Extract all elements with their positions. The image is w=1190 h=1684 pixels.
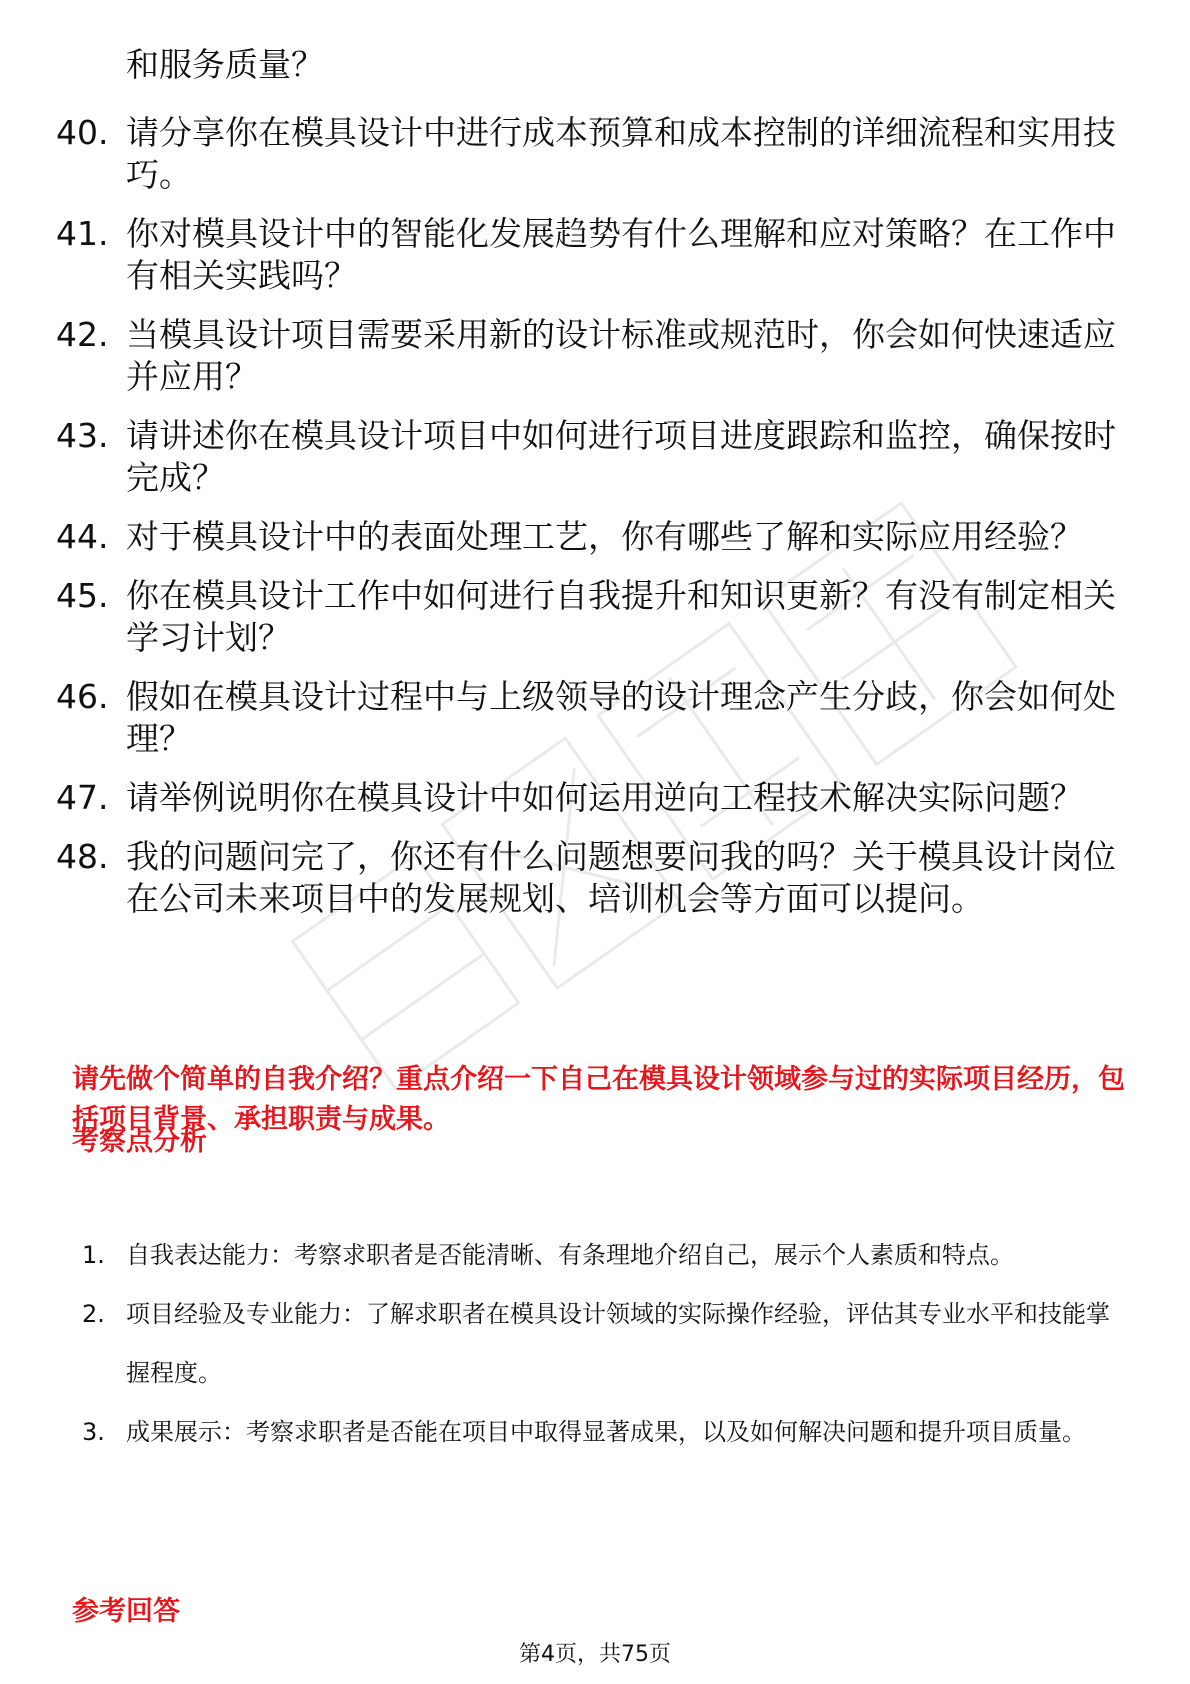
question-text: 假如在模具设计过程中与上级领导的设计理念产生分歧，你会如何处理？ [126,677,1116,758]
question-number: 42. [56,315,109,354]
analysis-list [82,1226,1112,1462]
question-text: 当模具设计项目需要采用新的设计标准或规范时，你会如何快速适应并应用？ [126,315,1116,396]
analysis-text: 成果展示：考察求职者是否能在项目中取得显著成果，以及如何解决问题和提升项目质量。 [126,1418,1086,1446]
highlight-question: 请先做个简单的自我介绍？重点介绍一下自己在模具设计领域参与过的实际项目经历，包括项目背景、承担职责与成果。 [72,1064,1125,1135]
question-text: 你对模具设计中的智能化发展趋势有什么理解和应对策略？在工作中有相关实践吗？ [126,214,1116,295]
analysis-item [82,1403,1112,1462]
analysis-text: 项目经验及专业能力：了解求职者在模具设计领域的实际操作经验，评估其专业水平和技能掌握程度。 [126,1300,1110,1387]
question-number: 47. [56,778,109,817]
question-text: 对于模具设计中的表面处理工艺，你有哪些了解和实际应用经验？ [126,517,1083,556]
analysis-item [82,1226,1112,1285]
question-text: 我的问题问完了，你还有什么问题想要问我的吗？关于模具设计岗位在公司未来项目中的发展规划、培训机会等方面可以提问。 [126,837,1116,918]
analysis-title: 考察点分析 [72,1126,207,1157]
question-list [56,112,1146,937]
question-item [56,676,1146,760]
question-number: 43. [56,416,109,455]
question-number: 46. [56,677,109,716]
question-item [56,415,1146,499]
question-text: 请分享你在模具设计中进行成本预算和成本控制的详细流程和实用技巧。 [126,113,1116,194]
question-item [56,777,1146,819]
analysis-text: 自我表达能力：考察求职者是否能清晰、有条理地介绍自己，展示个人素质和特点。 [126,1241,1014,1269]
question-number: 40. [56,113,109,152]
question-number: 48. [56,837,109,876]
question-text: 请举例说明你在模具设计中如何运用逆向工程技术解决实际问题？ [126,778,1083,817]
question-item [56,213,1146,297]
question-number: 41. [56,214,109,253]
question-item [56,314,1146,398]
analysis-item [82,1285,1112,1403]
reference-answer-title: 参考回答 [72,1596,180,1627]
analysis-number: 3. [82,1418,105,1446]
question-item [56,112,1146,196]
question-text: 请讲述你在模具设计项目中如何进行项目进度跟踪和监控，确保按时完成？ [126,416,1116,497]
question-item [56,575,1146,659]
question-continuation: 和服务质量？ [126,45,324,84]
question-item [56,836,1146,920]
analysis-number: 2. [82,1300,105,1328]
question-item [56,516,1146,558]
question-text: 你在模具设计工作中如何进行自我提升和知识更新？有没有制定相关学习计划？ [126,576,1116,657]
analysis-number: 1. [82,1241,105,1269]
question-number: 45. [56,576,109,615]
page-footer: 第4页，共75页 [519,1642,671,1667]
question-number: 44. [56,517,109,556]
